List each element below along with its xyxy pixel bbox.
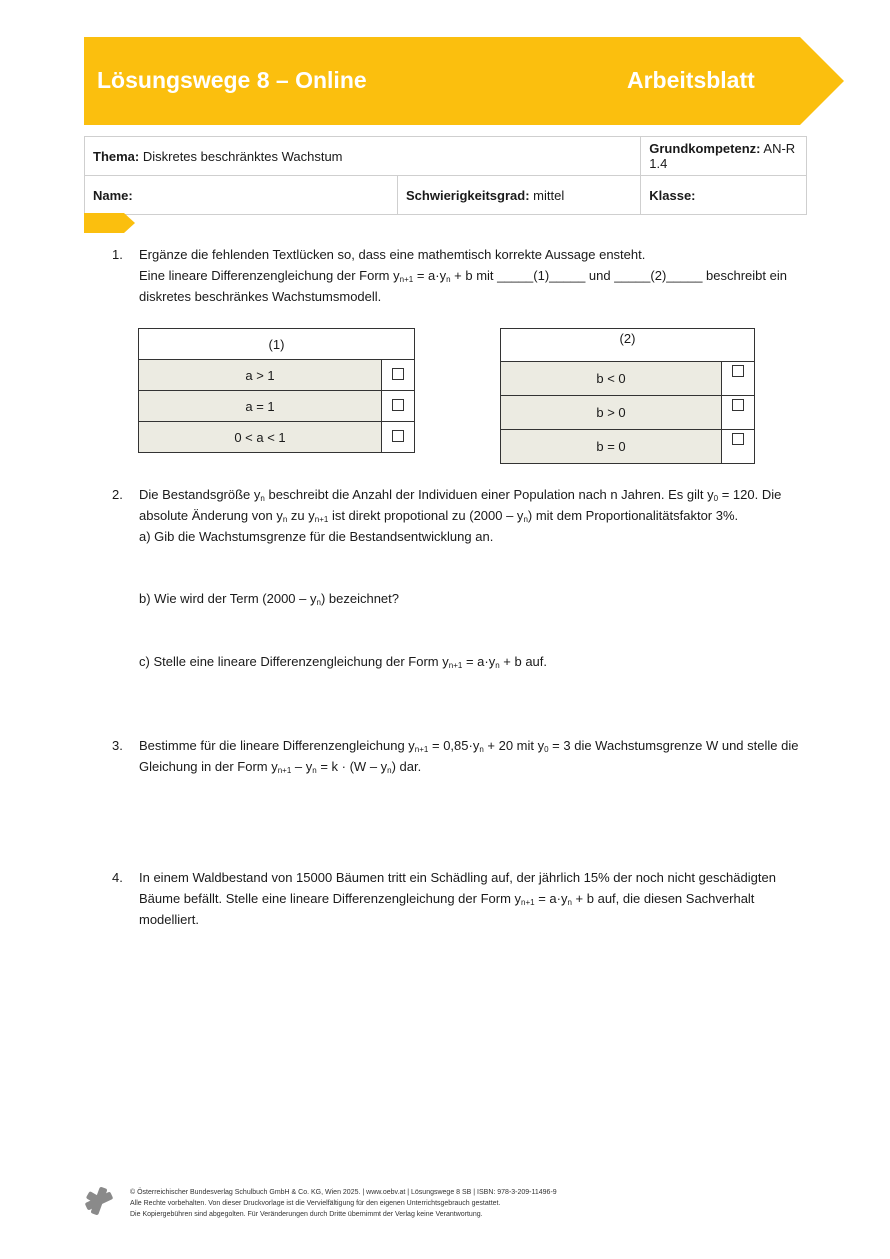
- q1-line2: [139, 265, 819, 286]
- q4-line2: [139, 888, 829, 909]
- thema-value: Diskretes beschränktes Wachstum: [142, 148, 343, 164]
- schwierigkeit-value: mittel: [533, 187, 565, 203]
- q3-line2-part: ) dar.: [391, 759, 422, 774]
- q3-text: [139, 735, 819, 777]
- table2-option: b > 0: [501, 396, 722, 430]
- q1-text: [139, 244, 819, 307]
- q4-number: 4.: [112, 870, 123, 885]
- q4-line1: In einem Waldbestand von 15000 Bäumen tritt ein Schädling auf, der jährlich 15% der noch nicht geschädigten: [139, 870, 776, 885]
- q4-line2-part: + b auf, die diesen Sachverhalt: [571, 891, 755, 906]
- q3-line2-part: = k · (W – y: [316, 759, 388, 774]
- klasse-label: Klasse:: [649, 187, 696, 203]
- checkbox-icon[interactable]: [732, 365, 744, 377]
- q4-text: [139, 867, 829, 930]
- table1-header: (1): [139, 329, 415, 360]
- q2-line2-part: absolute Änderung von y: [139, 508, 283, 523]
- checkbox-icon[interactable]: [392, 399, 404, 411]
- q1-line1: Ergänze die fehlenden Textlücken so, dass eine mathemtisch korrekte Aussage ensteht.: [139, 247, 646, 262]
- subscript: n: [479, 745, 484, 754]
- q3-number: 3.: [112, 738, 123, 753]
- q1-number: 1.: [112, 247, 123, 262]
- name-label: Name:: [93, 187, 133, 203]
- subscript: n+1: [277, 766, 292, 775]
- checkbox-icon[interactable]: [392, 430, 404, 442]
- q2-line1-part: Die Bestandsgröße y: [139, 487, 261, 502]
- worksheet-meta-table: [84, 136, 807, 215]
- table2-option: b < 0: [501, 362, 722, 396]
- subscript: n+1: [399, 275, 414, 284]
- grundkompetenz-label: Grundkompetenz:: [649, 141, 761, 156]
- q3-line1: [139, 735, 819, 756]
- subscript: n+1: [314, 515, 329, 524]
- table2-option: b = 0: [501, 430, 722, 464]
- option-checkbox[interactable]: [382, 360, 415, 391]
- name-cell[interactable]: [85, 176, 398, 215]
- q1-options-table-2: [500, 328, 755, 464]
- q2-number: 2.: [112, 487, 123, 502]
- q2-part-a: a) Gib die Wachstumsgrenze für die Bestandsentwicklung an.: [139, 529, 494, 544]
- schwierigkeit-label: Schwierigkeitsgrad:: [406, 187, 530, 203]
- q1-line2-part: = a·y: [413, 268, 447, 283]
- option-checkbox[interactable]: [722, 396, 755, 430]
- q3-line1-part: + 20 mit y: [483, 738, 545, 753]
- subscript: n: [316, 598, 321, 607]
- checkbox-icon[interactable]: [732, 433, 744, 445]
- q3-line1-part: = 3 die Wachstumsgrenze W und stelle die: [548, 738, 799, 753]
- q3-line2-part: – y: [291, 759, 313, 774]
- checkbox-icon[interactable]: [732, 399, 744, 411]
- schwierigkeit-cell: [398, 176, 641, 215]
- subscript: n: [495, 661, 500, 670]
- q2-part-c: [139, 651, 547, 672]
- q3-line2-part: Gleichung in der Form y: [139, 759, 278, 774]
- header-type: Arbeitsblatt: [627, 67, 755, 93]
- q2-line2: [139, 505, 819, 526]
- q1-line3: diskretes beschränkes Wachstumsmodell.: [139, 289, 382, 304]
- header-banner: [84, 37, 844, 125]
- q2-line2-part: ist direkt propotional zu (2000 – y: [328, 508, 524, 523]
- q2-line2-part: zu y: [287, 508, 315, 523]
- q2-part-c-text: + b auf.: [499, 654, 548, 669]
- subscript: 0: [713, 494, 719, 503]
- footer-copyright: © Österreichischer Bundesverlag Schulbuch GmbH & Co. KG, Wien 2025. | www.oebv.at | Lösungswege 8 SB | ISBN: 978-3-209-11496-9: [130, 1189, 557, 1196]
- q2-part-b-text: b) Wie wird der Term (2000 – y: [139, 591, 317, 606]
- q2-line2-part: ) mit dem Proportionalitätsfaktor 3%.: [527, 508, 739, 523]
- subscript: n: [567, 898, 572, 907]
- q2-line1-part: = 120. Die: [718, 487, 782, 502]
- footer-disclaimer: Die Kopiergebühren sind abgegolten. Für Veränderungen durch Dritte übernimmt der Verlag keine Verantwortung.: [130, 1211, 483, 1218]
- option-checkbox[interactable]: [722, 430, 755, 464]
- section-arrow-icon: [84, 213, 136, 233]
- subscript: n+1: [448, 661, 463, 670]
- subscript: n: [312, 766, 317, 775]
- footer: [130, 1187, 557, 1220]
- footer-rights: Alle Rechte vorbehalten. Von dieser Druckvorlage ist die Vervielfältigung für den eigenen Unterrichtsgebrauch gestattet.: [130, 1200, 501, 1207]
- klasse-cell[interactable]: [641, 176, 807, 215]
- table1-option: a = 1: [139, 391, 382, 422]
- subscript: 0: [544, 745, 549, 754]
- subscript: n: [446, 275, 451, 284]
- q2-part-b-text: ) bezeichnet?: [320, 591, 400, 606]
- q1-line2-part: + b mit _____(1)_____ und _____(2)_____ beschreibt ein: [450, 268, 787, 283]
- q4-line3: modelliert.: [139, 912, 199, 927]
- q3-line1-part: Bestimme für die lineare Differenzengleichung y: [139, 738, 415, 753]
- subscript: n: [260, 494, 265, 503]
- grundkompetenz-value: AN-R 1.4: [649, 141, 796, 171]
- q2-part-c-text: c) Stelle eine lineare Differenzengleichung der Form y: [139, 654, 449, 669]
- subscript: n: [282, 515, 288, 524]
- table1-option: 0 < a < 1: [139, 422, 382, 453]
- checkbox-icon[interactable]: [392, 368, 404, 380]
- q3-line2: [139, 756, 819, 777]
- q1-line2-part: Eine lineare Differenzengleichung der Form y: [139, 268, 400, 283]
- q2-part-c-text: = a·y: [462, 654, 496, 669]
- header-title: Lösungswege 8 – Online: [97, 67, 367, 93]
- thema-label: Thema:: [93, 148, 140, 164]
- table1-option: a > 1: [139, 360, 382, 391]
- q2-part-b: [139, 588, 399, 609]
- subscript: n: [387, 766, 392, 775]
- option-checkbox[interactable]: [722, 362, 755, 396]
- grundkompetenz-cell: [641, 137, 807, 176]
- option-checkbox[interactable]: [382, 422, 415, 453]
- q3-line1-part: = 0,85·y: [428, 738, 480, 753]
- subscript: n+1: [414, 745, 429, 754]
- q2-line1: [139, 484, 819, 505]
- thema-cell: [85, 137, 641, 176]
- subscript: n: [523, 515, 528, 524]
- q2-line1-part: beschreibt die Anzahl der Individuen einer Population nach n Jahren. Es gilt y: [264, 487, 714, 502]
- oebv-logo-icon: [84, 1186, 114, 1216]
- subscript: n+1: [521, 898, 535, 907]
- table2-header: (2): [501, 329, 755, 362]
- q1-options-table-1: [138, 328, 415, 453]
- q2-text: [139, 484, 819, 547]
- option-checkbox[interactable]: [382, 391, 415, 422]
- q4-line2-part: Bäume befällt. Stelle eine lineare Differenzengleichung der Form y: [139, 891, 522, 906]
- q4-line2-part: = a·y: [534, 891, 568, 906]
